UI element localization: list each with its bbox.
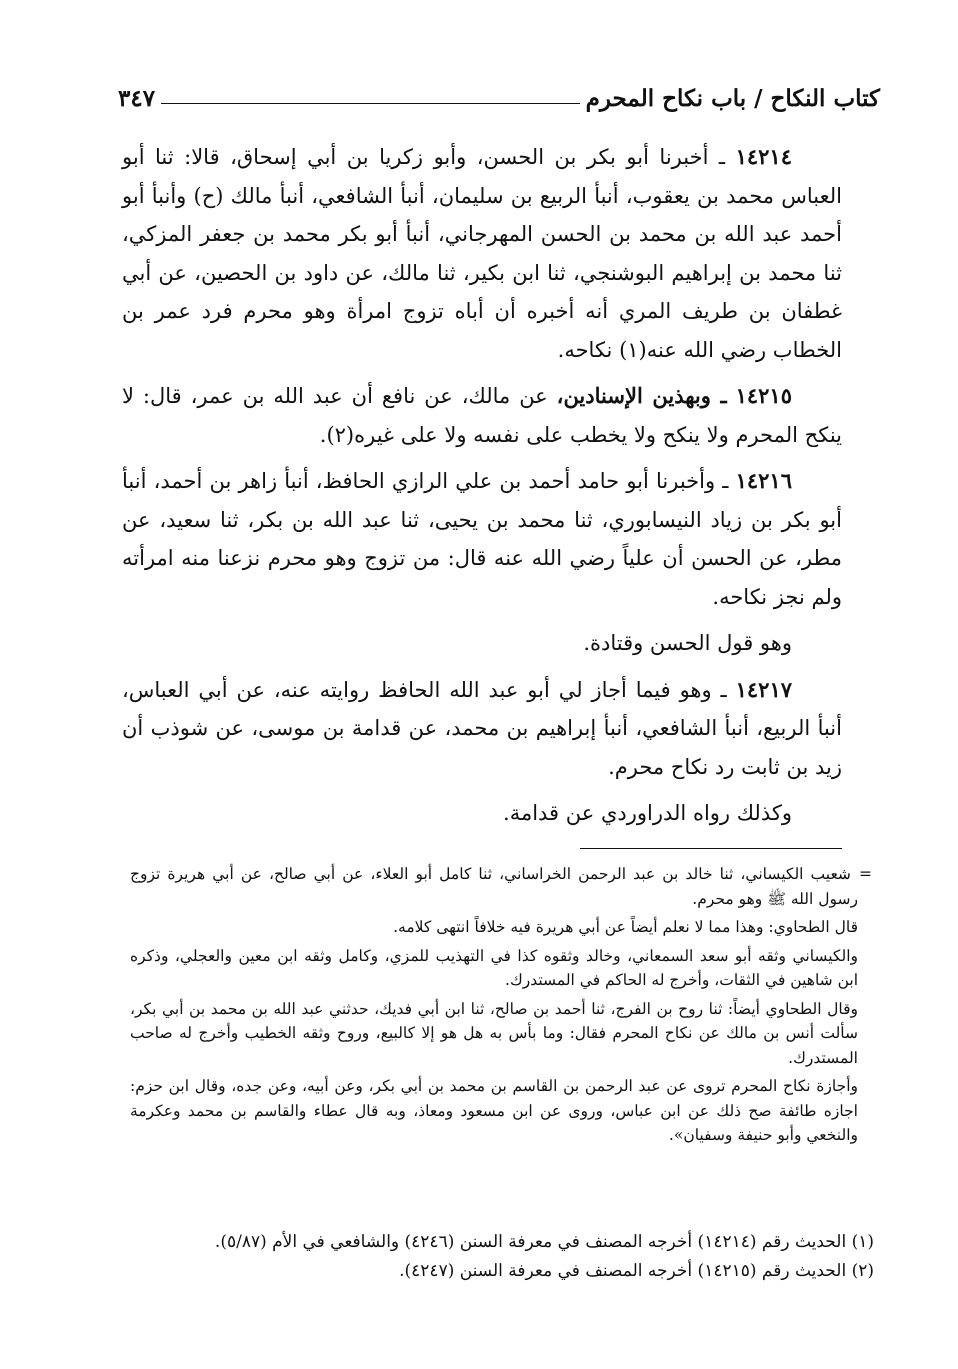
- header-rule: [161, 103, 580, 104]
- footnote-1: (١) الحديث رقم (١٤٢١٤) أخرجه المصنف في معرفة السنن (٤٢٤٦) والشافعي في الأم (٥/٨٧).: [214, 1232, 874, 1252]
- hadith-lead: ـ وبهذين الإسنادين،: [556, 383, 727, 408]
- hadith-text: ـ وهو فيما أجاز لي أبو عبد الله الحافظ روايته عنه، عن أبي العباس، أنبأ الربيع، أنبأ الشافعي، أنبأ إبراهيم بن محمد، عن قدامة بن موسى، عن شوذب أن زيد بن ثابت رد نكاح محرم.: [122, 677, 842, 779]
- hadith-number: ١٤٢١٦: [735, 468, 792, 493]
- hadith-number: ١٤٢١٧: [735, 676, 793, 702]
- hadith-text: ـ وأخبرنا أبو حامد أحمد بن علي الرازي الحافظ، أنبأ زاهر بن أحمد، أنبأ أبو بكر بن زياد النيسابوري، ثنا محمد بن يحيى، ثنا عبد الله بن بكر، ثنا سعيد، عن مطر، عن الحسن أن علياً رضي الله عنه قال: من تزوج وهو محرم نزعنا منه امرأته ولم نجز نكاحه.: [122, 469, 842, 609]
- commentary-line: وهو قول الحسن وقتادة.: [583, 631, 792, 655]
- continued-notes: [130, 862, 872, 1152]
- hadith-number: ١٤٢١٥: [735, 383, 792, 408]
- hadith-text: ـ أخبرنا أبو بكر بن الحسن، وأبو زكريا بن أبي إسحاق، قالا: ثنا أبو العباس محمد بن يعقوب، أنبأ الربيع بن سليمان، أنبأ الشافعي، أنبأ مالك (ح) وأنبأ أبو أحمد عبد الله بن محمد بن الحسن المهرجاني، أنبأ أبو بكر محمد بن جعفر المزكي، ثنا محمد بن إبراهيم البوشنجي، ثنا ابن بكير، ثنا مالك، عن داود بن الحصين، عن أبي غطفان بن طريف المري أنه أخبره أن أباه تزوج امرأة وهو محرم فرد عمر بن الخطاب رضي الله عنه(١) نكاحه.: [122, 145, 842, 362]
- page-header: [118, 78, 880, 112]
- note-paragraph: والكيساني وثقه أبو سعد السمعاني، وخالد وثقوه كذا في التهذيب للمزي، وكامل وثقه ابن معين والعجلي، وذكره ابن شاهين في الثقات، وأخرج له الحاكم في المستدرك.: [130, 946, 858, 989]
- note-paragraph: وأجازة نكاح المحرم تروى عن عبد الرحمن بن القاسم بن محمد بن أبي بكر، وعن أبيه، وعن جده، وقال ابن حزم: اجازه طائفة صح ذلك عن ابن عباس، وروى عن ابن مسعود ومعاذ، وبه قال عطاء والقاسم بن محمد وعكرمة والنخعي وأبو حنيفة وسفيان».: [130, 1077, 858, 1144]
- note-text: شعيب الكيساني، ثنا خالد بن عبد الرحمن الخراساني، ثنا كامل أبو العلاء، عن أبي صالح، عن أبي هريرة تزوج رسول الله ﷺ وهو محرم.: [130, 865, 858, 908]
- hadith-entry: [122, 671, 842, 787]
- hadith-text: عن مالك، عن نافع أن عبد الله بن عمر، قال: لا ينكح المحرم ولا ينكح ولا يخطب على نفسه ولا على غيره(٢).: [122, 384, 842, 447]
- commentary-line: وكذلك رواه الدراوردي عن قدامة.: [503, 801, 792, 825]
- continuation-marker: =: [859, 865, 872, 883]
- hadith-entry: [122, 462, 842, 616]
- running-title: كتاب النكاح / باب نكاح المحرم: [585, 85, 880, 112]
- footnote-2: (٢) الحديث رقم (١٤٢١٥) أخرجه المصنف في معرفة السنن (٤٢٤٧).: [399, 1261, 874, 1281]
- hadith-entry: [122, 138, 842, 369]
- footnote-separator: [580, 848, 842, 849]
- main-text: [122, 138, 842, 841]
- footnotes: [130, 1228, 874, 1286]
- note-paragraph: [130, 862, 872, 911]
- note-paragraph: وقال الطحاوي أيضاً: ثنا روح بن الفرج، ثنا أحمد بن صالح، ثنا ابن أبي فديك، حدثني عبد الله بن محمد بن أبي بكر، سألت أنس بن مالك عن نكاح المحرم فقال: وما بأس به هل هو إلا كالبيع، وروح وثقه الخطيب وأخرج له صاحب المستدرك.: [130, 999, 858, 1067]
- hadith-entry: [122, 377, 842, 454]
- hadith-number: ١٤٢١٤: [735, 144, 792, 169]
- page-number: ٣٤٧: [118, 85, 156, 112]
- note-paragraph: قال الطحاوي: وهذا مما لا نعلم أيضاً عن أبي هريرة فيه خلافاً انتهى كلامه.: [393, 918, 858, 936]
